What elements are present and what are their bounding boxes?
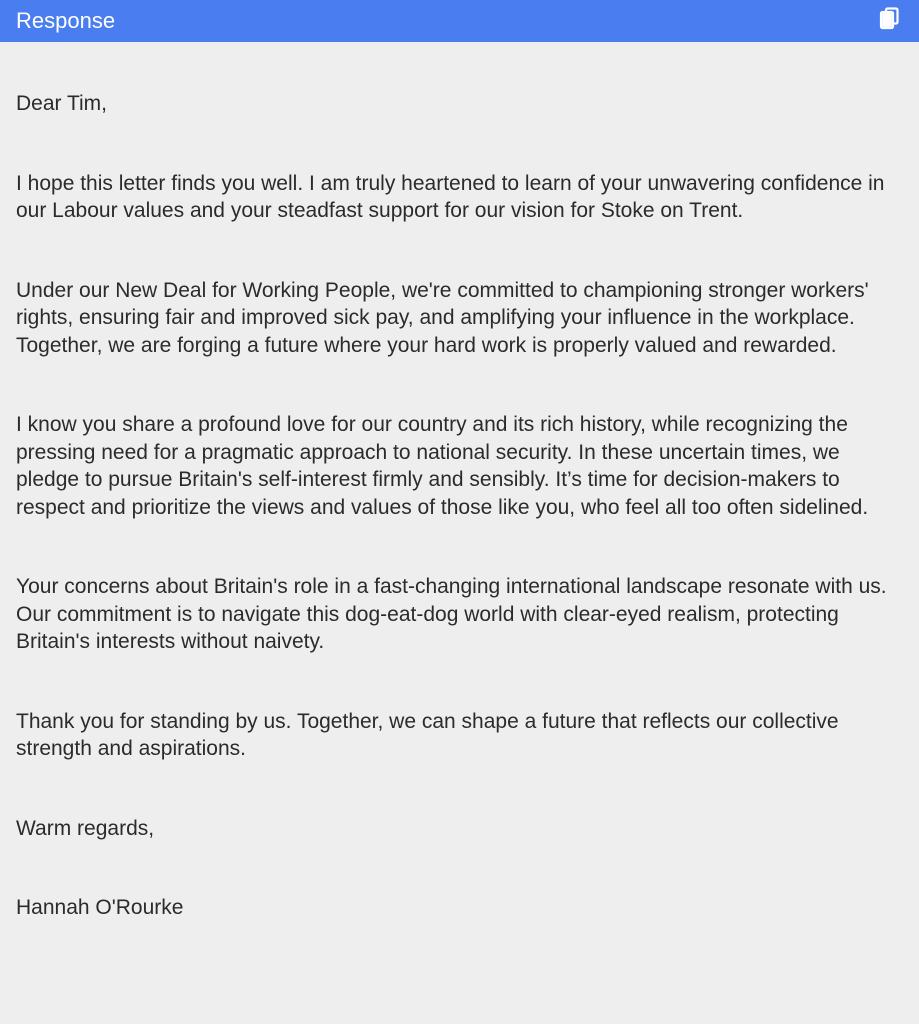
letter-paragraph: Your concerns about Britain's role in a fast-changing international landscape resonate with us. Our commitment is to navigate this dog-eat-dog world with clear-eyed realism, protecting Britain's interests without naivety. xyxy=(16,575,887,653)
letter-body xyxy=(0,42,919,922)
letter-paragraph: Thank you for standing by us. Together, we can shape a future that reflects our collective strength and aspirations. xyxy=(16,709,839,760)
letter-signature: Hannah O'Rourke xyxy=(16,896,184,919)
letter-paragraph: I know you share a profound love for our country and its rich history, while recognizing the pressing need for a pragmatic approach to national security. In these uncertain times, we pledge to pursue Britain's self-interest firmly and sensibly. It’s time for decision-makers to respect and prioritize the views and values of those like you, who feel all too often sidelined. xyxy=(16,413,869,519)
letter-paragraph: Under our New Deal for Working People, we're committed to championing stronger workers' rights, ensuring fair and improved sick pay, and amplifying your influence in the workplace. Together, we are forging a future where your hard work is properly valued and rewarded. xyxy=(16,278,869,357)
copy-icon xyxy=(879,7,901,36)
letter-closing: Warm regards, xyxy=(16,816,155,840)
response-header xyxy=(0,0,919,42)
copy-button[interactable] xyxy=(877,8,903,34)
header-title: Response xyxy=(16,8,116,33)
letter-paragraph: I hope this letter finds you well. I am truly heartened to learn of your unwavering confidence in our Labour values and your steadfast support for our vision for Stoke on Trent. xyxy=(16,171,885,222)
letter-greeting: Dear Tim, xyxy=(16,92,108,115)
